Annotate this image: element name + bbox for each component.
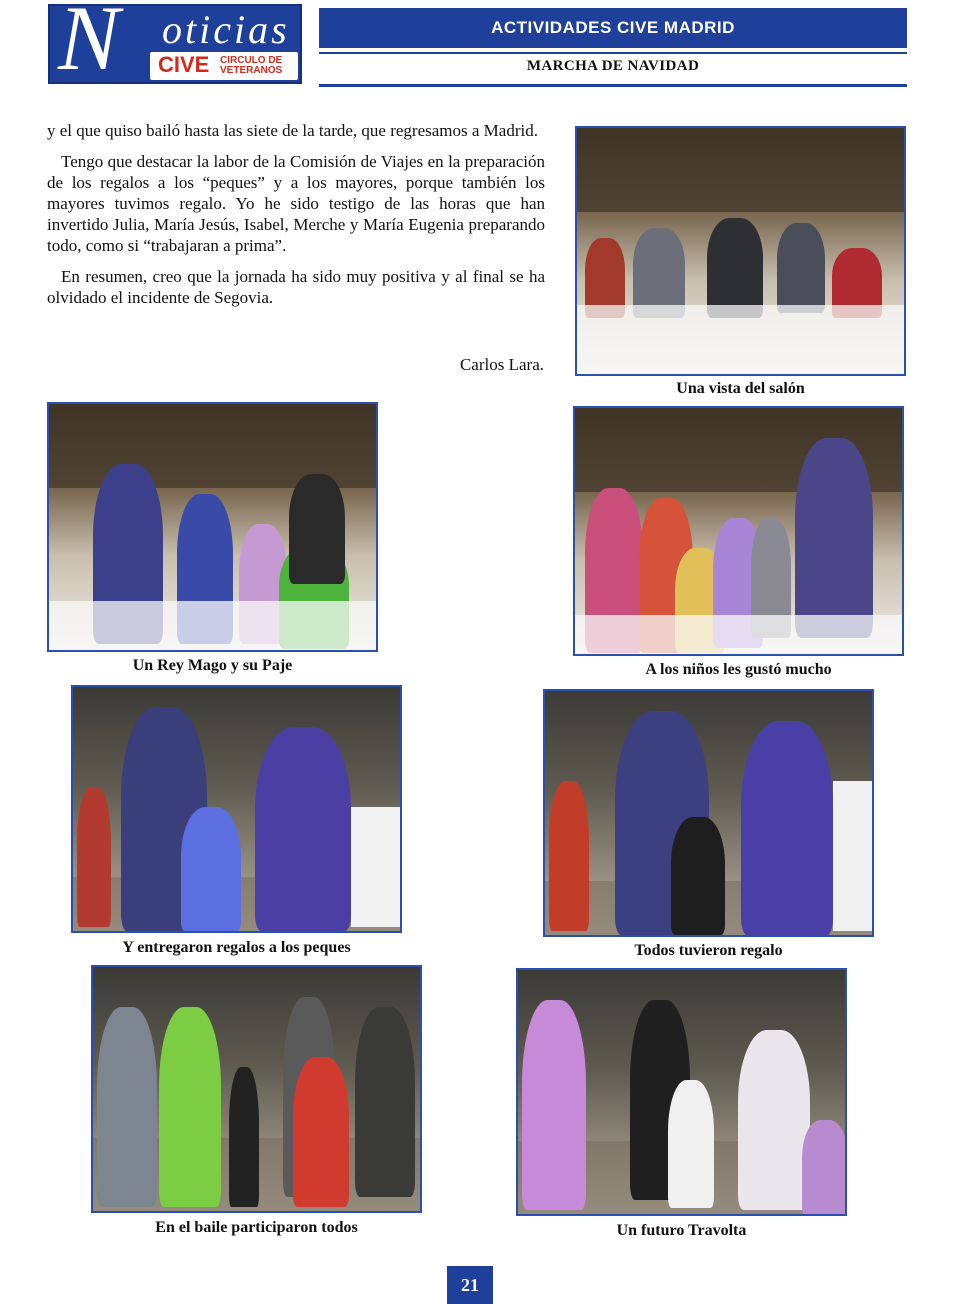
photo-ceiling (577, 128, 904, 212)
header-rule-top (319, 52, 907, 54)
article-signature: Carlos Lara. (459, 355, 544, 374)
photo-travolta (516, 968, 847, 1216)
photo-figure (671, 817, 725, 935)
paragraph-1: y el que quiso bailó hasta las siete de la tarde, que regresamos a Madrid. (47, 121, 538, 140)
logo-cive: CIVE (158, 52, 210, 77)
photo-regalos-peques (71, 685, 402, 933)
photo-rey-mago (47, 402, 378, 652)
logo-sub-line-1: CIRCULO DE (220, 55, 283, 66)
photo-figure (355, 1007, 415, 1197)
photo-figure (293, 1057, 349, 1207)
logo-sub-line-2: VETERANOS (220, 65, 283, 76)
photo-figure (77, 787, 111, 927)
article-body (47, 120, 545, 318)
photo-figure (741, 721, 833, 936)
caption-ninos: A los niños les gustó mucho (645, 661, 832, 678)
photo-figure (795, 438, 873, 638)
section-band (319, 8, 907, 48)
photo-figure (777, 223, 825, 313)
caption-baile: En el baile participaron todos (155, 1219, 358, 1236)
photo-figure (181, 807, 241, 932)
photo-figure (802, 1120, 847, 1215)
paragraph-2: Tengo que destacar la labor de la Comisión de Viajes en la preparación de los regalos a los “peques” y a los mayores, porque también los mayores tuvimos regalo. Yo he sido testigo de las horas que han invertido Julia, María Jesús, Isabel, Merche y María Eugenia preparando todo, como si “trabajaran a prima”. (47, 152, 545, 255)
photo-figure (668, 1080, 714, 1208)
header-rule-bottom (319, 84, 907, 87)
photo-figure (522, 1000, 586, 1210)
photo-figure (707, 218, 763, 318)
photo-todos-regalo (543, 689, 874, 937)
logo-cive-box (150, 52, 298, 80)
caption-regalos-peques: Y entregaron regalos a los peques (122, 939, 351, 956)
photo-figure (738, 1030, 810, 1210)
logo-subtitle (220, 56, 296, 76)
photo-tablecloth (833, 781, 874, 931)
photo-baile (91, 965, 422, 1213)
caption-salon: Una vista del salón (676, 380, 805, 397)
newsletter-logo (48, 0, 302, 89)
photo-ninos (573, 406, 904, 656)
section-subtitle: MARCHA DE NAVIDAD (526, 58, 700, 74)
logo-initial: N (58, 0, 120, 89)
photo-figure (97, 1007, 157, 1207)
caption-travolta: Un futuro Travolta (616, 1222, 747, 1239)
caption-rey-mago: Un Rey Mago y su Paje (132, 657, 293, 674)
photo-figure (289, 474, 345, 584)
photo-tablecloth (351, 807, 401, 927)
photo-table (577, 305, 904, 374)
caption-todos-regalo: Todos tuvieron regalo (634, 942, 783, 959)
photo-salon (575, 126, 906, 376)
photo-table (575, 615, 902, 654)
photo-figure (255, 727, 351, 932)
photo-figure (229, 1067, 259, 1207)
paragraph-3: En resumen, creo que la jornada ha sido muy positiva y al final se ha olvidado el incidente de Segovia. (47, 267, 545, 307)
photo-figure (159, 1007, 221, 1207)
section-title: ACTIVIDADES CIVE MADRID (491, 18, 735, 37)
photo-figure (549, 781, 589, 931)
logo-word: oticias (162, 7, 290, 52)
photo-table (49, 601, 376, 650)
page-number: 21 (447, 1266, 493, 1304)
